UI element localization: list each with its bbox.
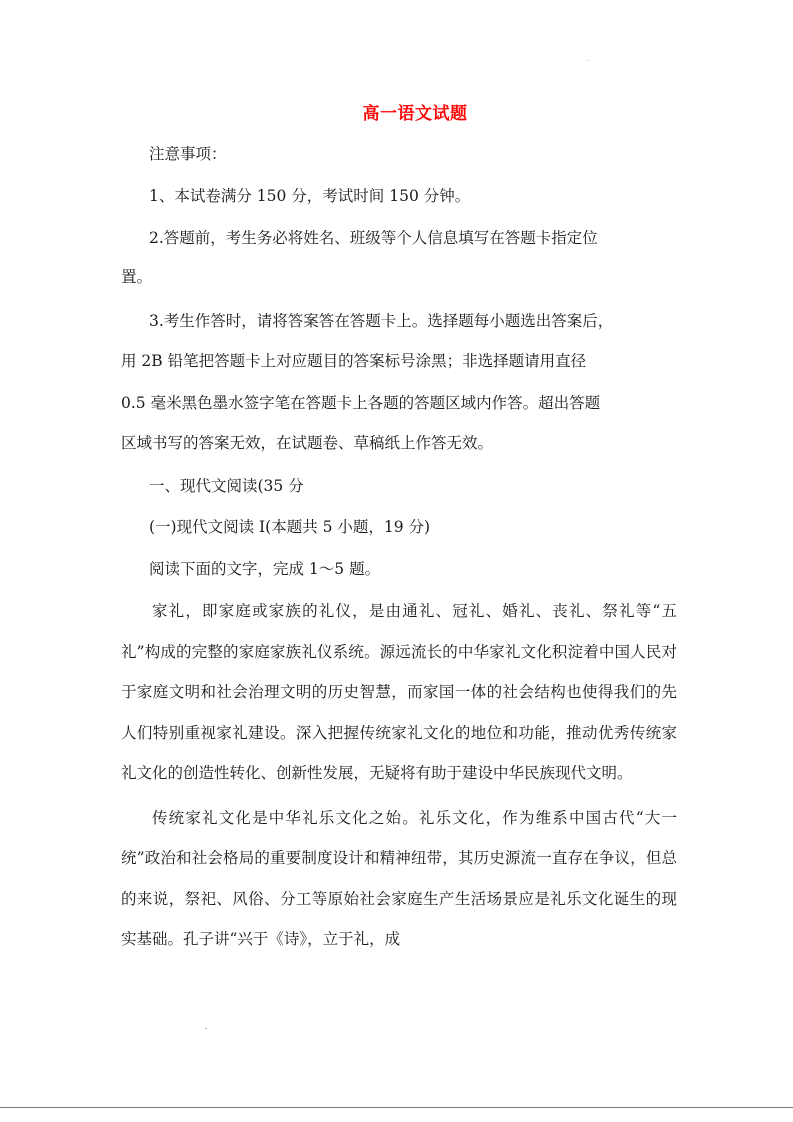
note-item-2-line-1: 2.答题前，考生务必将姓名、班级等个人信息填写在答题卡指定位 [149, 229, 598, 247]
notes-heading: 注意事项： [149, 145, 227, 163]
note-item-2-line-2: 置。 [121, 268, 153, 286]
reading-passage [121, 591, 677, 960]
passage-paragraph: 家礼，即家庭或家族的礼仪，是由通礼、冠礼、婚礼、丧礼、祭礼等“五礼”构成的完整的家庭家族礼仪系统。源远流长的中华家礼文化积淀着中国人民对于家庭文明和社会治理文明的历史智慧，而家国一体的社会结构也使得我们的先人们特别重视家礼建设。深入把握传统家礼文化的地位和功能，推动优秀传统家礼文化的创造性转化、创新性发展，无疑将有助于建设中华民族现代文明。 [121, 602, 677, 782]
note-item-3-line-1: 3.考生作答时，请将答案答在答题卡上。选择题每小题选出答案后， [149, 312, 614, 330]
scan-mark [588, 60, 589, 61]
scan-mark [205, 1028, 207, 1029]
note-item-3-line-3: 0.5 毫米黑色墨水签字笔在答题卡上各题的答题区域内作答。超出答题 [121, 394, 601, 412]
reading-instruction: 阅读下面的文字，完成 1～5 题。 [149, 560, 381, 578]
section-heading: 一、现代文阅读(35 分 [149, 477, 304, 495]
passage-paragraph: 传统家礼文化是中华礼乐文化之始。礼乐文化，作为维系中国古代“大一统”政治和社会格局的重要制度设计和精神纽带，其历史源流一直存在争议，但总的来说，祭祀、风俗、分工等原始社会家庭生产生活场景应是礼乐文化诞生的现实基础。孔子讲“兴于《诗》，立于礼，成 [121, 808, 677, 948]
note-item-3-line-2: 用 2B 铅笔把答题卡上对应题目的答案标号涂黑；非选择题请用直径 [121, 352, 587, 370]
page-bottom-rule [0, 1107, 793, 1108]
note-item-3-line-4: 区域书写的答案无效，在试题卷、草稿纸上作答无效。 [121, 434, 494, 452]
note-item-1: 1、本试卷满分 150 分，考试时间 150 分钟。 [149, 187, 471, 205]
subsection-heading: (一)现代文阅读 I(本题共 5 小题，19 分) [149, 518, 431, 536]
exam-title: 高一语文试题 [362, 104, 468, 124]
